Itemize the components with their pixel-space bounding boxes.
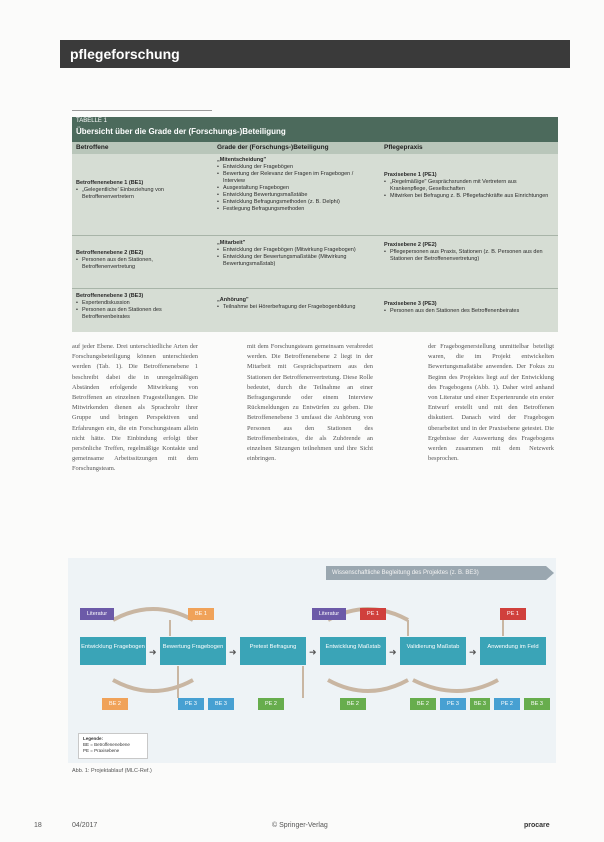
grade-cell xyxy=(217,297,367,311)
affected-cell xyxy=(76,250,196,271)
list-item: • Entwicklung der Bewertungsmaßstäbe (Mitwirkung Bewertungsmaßstab) xyxy=(217,254,367,268)
phase-box: Validierung Maßstab xyxy=(400,637,466,665)
text-column-2: mit dem Forschungsteam gemeinsam verabredet werden. Die Betroffenenebene 2 liegt in der Mitarbeit mit Gesprächspartnern aus den Stationen der Betroffenenvertretung. Diese Rolle bedeutet, durch die Teilnahme an einer Befragungsrunde oder einem Interview Rückmeldungen zu Entwürfen zu geben. Die Betroffenenebene 3 umfasst die Anhörung von Personen aus den Stationen des Betroffenenbeirates, die als Zuhörende an einzelnen Sitzungen teilnehmen und ihre Sicht einbringen. xyxy=(247,343,373,463)
grade-title: „Mitentscheidung" xyxy=(217,157,267,163)
table-label: TABELLE 1 xyxy=(76,118,107,124)
tag-pe2: PE 2 xyxy=(258,698,284,710)
tag-be2: BE 2 xyxy=(410,698,436,710)
list-item: • Personen aus den Stationen, Betroffenenvertretung xyxy=(76,257,196,271)
figure-banner: Wissenschaftliche Begleitung des Projektes (z. B. BE3) xyxy=(326,566,546,580)
list-item: • Pflegepersonen aus Praxis, Stationen (z. B. Personen aus den Stationen der Betroffenenvertretung) xyxy=(384,249,552,263)
arc-top-1 xyxy=(113,609,193,620)
legend-line: PE = Praxisebene xyxy=(83,748,120,753)
list-item: • „Gelegentlicheʼ Einbeziehung von Betroffenenvertretern xyxy=(76,187,196,201)
practice-cell xyxy=(384,172,552,200)
grade-cell xyxy=(217,157,367,213)
table-column-headers xyxy=(72,142,558,154)
tag-literature: Literatur xyxy=(312,608,346,620)
arrow-icon: ➜ xyxy=(309,647,317,657)
arrow-icon: ➜ xyxy=(229,647,237,657)
list-item: • Personen aus den Stationen des Betroffenenbeirates xyxy=(76,307,196,321)
grade-title: „Mitarbeit" xyxy=(217,240,246,246)
tag-pe1: PE 1 xyxy=(500,608,526,620)
section-title: pflegeforschung xyxy=(70,46,180,62)
tag-be3: BE 3 xyxy=(208,698,234,710)
arrow-icon: ➜ xyxy=(149,647,157,657)
brand-logo: procare xyxy=(524,822,550,829)
column-header-grade: Grade der (Forschungs-)Beteiligung xyxy=(217,144,329,151)
tag-literature: Literatur xyxy=(80,608,114,620)
list-item: • Expertendiskussion xyxy=(76,300,196,307)
divider xyxy=(72,110,212,111)
affected-title: Betroffenenebene 2 (BE2) xyxy=(76,250,144,256)
tag-be2: BE 2 xyxy=(340,698,366,710)
tag-pe1: PE 1 xyxy=(360,608,386,620)
arc-bottom-1 xyxy=(113,680,193,691)
overview-table xyxy=(72,117,558,332)
phase-box: Bewertung Fragebogen xyxy=(160,637,226,665)
list-item: • Entwicklung Befragungsmethoden (z. B. Delphi) xyxy=(217,199,367,206)
phase-box: Entwicklung Maßstab xyxy=(320,637,386,665)
tag-be1: BE 1 xyxy=(188,608,214,620)
arrow-icon: ➜ xyxy=(389,647,397,657)
list-item: • „Regelmäßige" Gesprächsrunden mit Vertretern aus Krankenpflege, Gesellschaften xyxy=(384,179,552,193)
list-item: • Mitwirken bei Befragung z. B. Pflegefachkräfte aus Einrichtungen xyxy=(384,193,552,200)
practice-cell xyxy=(384,242,552,263)
table-row xyxy=(72,236,558,289)
figure-legend xyxy=(78,733,148,759)
affected-cell xyxy=(76,293,196,321)
page-number: 18 xyxy=(34,822,42,829)
list-item: • Teilnahme bei Hörerbefragung der Fragebogenbildung xyxy=(217,304,367,311)
affected-cell xyxy=(76,180,196,201)
table-row xyxy=(72,154,558,236)
arc-bottom-3 xyxy=(413,680,498,691)
column-header-affected: Betroffene xyxy=(76,144,109,151)
grade-title: „Anhörung" xyxy=(217,297,249,303)
practice-title: Praxisebene 1 (PE1) xyxy=(384,172,437,178)
practice-title: Praxisebene 3 (PE3) xyxy=(384,301,437,307)
list-item: • Entwicklung der Fragebögen (Mitwirkung Fragebogen) xyxy=(217,247,367,254)
tag-pe2: PE 2 xyxy=(494,698,520,710)
phase-box: Pretest Befragung xyxy=(240,637,306,665)
list-item: • Bewertung der Relevanz der Fragen im Fragebogen / Interview xyxy=(217,171,367,185)
affected-title: Betroffenenebene 3 (BE3) xyxy=(76,293,144,299)
figure-caption: Abb. 1: Projektablauf (MLC-Ref.) xyxy=(72,768,152,774)
list-item: • Entwicklung der Fragebögen xyxy=(217,164,367,171)
column-header-practice: Pflegepraxis xyxy=(384,144,423,151)
practice-title: Praxisebene 2 (PE2) xyxy=(384,242,437,248)
legend-title: Legende: xyxy=(83,736,104,741)
list-item: • Festlegung Befragungsmethoden xyxy=(217,206,367,213)
text-column-1: auf jeder Ebene. Drei unterschiedliche Arten der Forschungsbeteiligung können unterschieden werden (Tab. 1). Die Betroffenenebene 1 beschreibt dabei die in unregelmäßigen Abständen erfolgende Mitwirkung von Betroffenen an einzelnen Fragestellungen. Die Mitwirkenden dienen als Sprachrohr ihrer Gruppe und bringen Perspektiven und Erfahrungen ein, die ein Forschungsteam allein nicht hätte. Die Einbindung erfolgt über persönliche Treffen, regelmäßige Kontakte und gemeinsame Arbeitssitzungen mit dem Forschungsteam. xyxy=(72,343,198,473)
list-item: • Ausgestaltung Fragebogen xyxy=(217,185,367,192)
arc-bottom-2 xyxy=(328,680,408,691)
process-figure xyxy=(68,558,556,763)
tag-be3: BE 3 xyxy=(470,698,490,710)
phase-box: Anwendung im Feld xyxy=(480,637,546,665)
table-row xyxy=(72,289,558,332)
list-item: • Entwicklung Bewertungsmaßstäbe xyxy=(217,192,367,199)
phase-box: Entwicklung Fragebogen xyxy=(80,637,146,665)
legend-line: BE = Betroffenenebene xyxy=(83,742,130,747)
practice-cell xyxy=(384,301,552,315)
tag-pe3: PE 3 xyxy=(440,698,466,710)
grade-cell xyxy=(217,240,367,268)
table-header xyxy=(72,117,558,142)
text-column-3: der Fragebogenerstellung unmittelbar beteiligt waren, die im Projekt entwickelten Bewertungsmaßstäbe anwenden. Der Fokus zu Beginn des Projektes liegt auf der Entwicklung des Fragebogens (Abb. 1). Daher wird anhand von Literatur und einer Expertenrunde ein erster Entwurf erstellt und mit den Betroffenen diskutiert. Danach wird der Fragebogen überarbeitet und in der Praxisebene getestet. Die Ergebnisse der Auswertung des Fragebogens werden zusammen mit dem Netzwerk besprochen. xyxy=(428,343,554,463)
tag-be3: BE 3 xyxy=(524,698,550,710)
arrow-icon: ➜ xyxy=(469,647,477,657)
tag-be2: BE 2 xyxy=(102,698,128,710)
table-title: Übersicht über die Grade der (Forschungs-)Beteiligung xyxy=(76,127,286,136)
issue-date: 04/2017 xyxy=(72,822,98,829)
list-item: • Personen aus den Stationen des Betroffenenbeirates xyxy=(384,308,552,315)
affected-title: Betroffenenebene 1 (BE1) xyxy=(76,180,144,186)
tag-pe3: PE 3 xyxy=(178,698,204,710)
publisher: © Springer-Verlag xyxy=(272,822,328,829)
